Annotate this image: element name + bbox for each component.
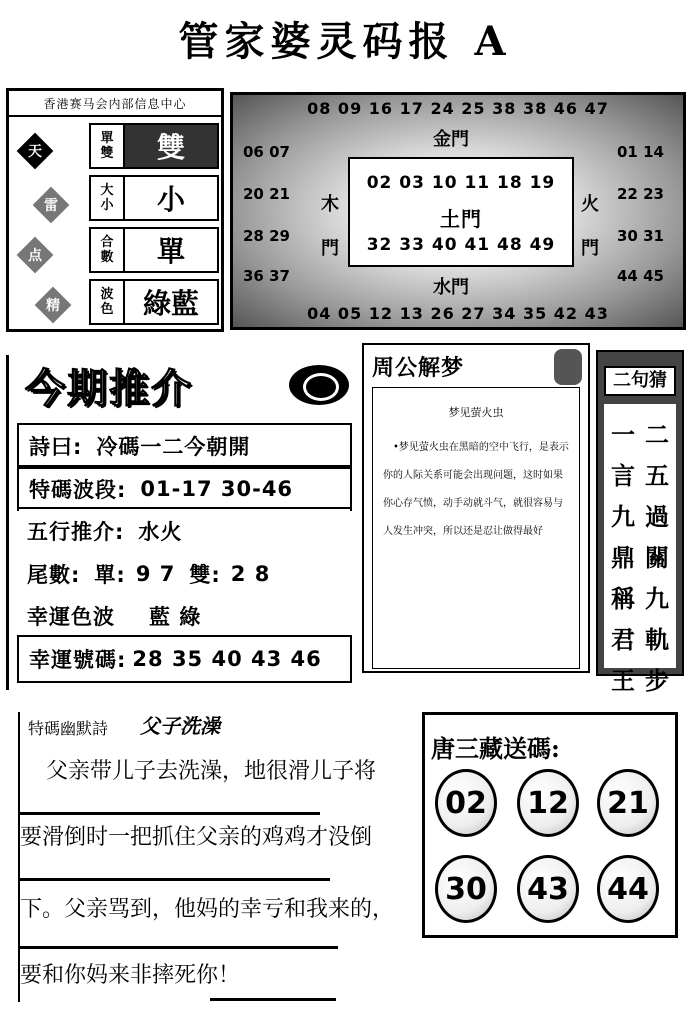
number-ball: 44 (597, 855, 659, 923)
poem-line: 詩曰: 冷碼一二今朝開 (17, 423, 352, 469)
riddle-title: 二句猜 (604, 366, 676, 396)
deco-diamond: 天 (17, 133, 53, 169)
right-numbers: 22 23 (617, 185, 664, 203)
poem-text-line: 要和你妈来非摔死你！ (20, 963, 241, 988)
info-panel (6, 88, 224, 332)
left-numbers: 36 37 (243, 267, 290, 285)
right-numbers: 01 14 (617, 143, 664, 161)
five-gates-panel (230, 92, 686, 330)
divider (20, 946, 338, 949)
bottom-numbers: 04 05 12 13 26 27 34 35 42 43 (307, 304, 609, 323)
center-bottom-numbers: 32 33 40 41 48 49 (366, 235, 556, 255)
left-numbers: 28 29 (243, 227, 290, 245)
lucky-number-line: 幸運號碼: 28 35 40 43 46 (17, 635, 352, 683)
riddle-content (604, 404, 676, 695)
left-numbers: 20 21 (243, 185, 290, 203)
riddle-section (596, 350, 684, 695)
fire-gate-label: 火門 (581, 194, 599, 259)
logo-icon (289, 365, 349, 405)
gold-gate-label: 金門 (433, 129, 469, 150)
humor-poem-title: 父子洗澡 (140, 714, 220, 738)
divider (20, 878, 330, 881)
number-ball: 43 (517, 855, 579, 923)
big-small-value: 小 (156, 183, 185, 216)
tang-numbers-section (422, 712, 678, 938)
big-small-row: 大 小 小 (89, 175, 219, 221)
poem-text-line: 父亲带儿子去洗澡，地很滑儿子将 (46, 759, 377, 784)
divider (210, 998, 336, 1001)
lucky-color-line: 幸運色波 藍 綠 (27, 605, 202, 629)
wuxing-line: 五行推介: 水火 (17, 507, 352, 553)
riddle-line-left: 一言九鼎稱君王 (611, 420, 635, 695)
sum-row: 合 數 單 (89, 227, 219, 273)
number-ball: 02 (435, 769, 497, 837)
dream-body: •梦见萤火虫在黑暗的空中飞行，是表示你的人际关系可能会出现问题，这时如果你心存气愤，动手动就斗气，就很容易与人发生冲突，所以还是忍让做得最好 (383, 442, 569, 537)
tang-title: 唐三藏送碼: (431, 734, 560, 763)
poem-text-line: 下。父亲骂到，他妈的幸亏和我来的， (20, 897, 395, 922)
dream-subtitle: 梦见萤火虫 (448, 406, 504, 419)
wave-color-value: 綠藍 (142, 287, 199, 320)
earth-gate-box (348, 157, 574, 267)
humor-poem-header: 特碼幽默詩 (28, 719, 109, 738)
center-top-numbers: 02 03 10 11 18 19 (366, 173, 556, 193)
number-ball: 30 (435, 855, 497, 923)
deco-diamond: 点 (17, 237, 53, 273)
wood-gate-label: 木門 (321, 194, 339, 259)
wave-range-line: 特碼波段: 01-17 30-46 (17, 465, 352, 511)
divider (20, 812, 320, 815)
recommend-title: 今期推介 (25, 365, 193, 412)
dream-section (362, 343, 590, 673)
number-ball: 21 (597, 769, 659, 837)
sum-value: 單 (156, 235, 185, 268)
top-numbers: 08 09 16 17 24 25 38 38 46 47 (307, 99, 609, 118)
right-numbers: 30 31 (617, 227, 664, 245)
dream-title: 周公解梦 (372, 356, 465, 381)
right-numbers: 44 45 (617, 267, 664, 285)
earth-gate-label: 土門 (440, 207, 482, 231)
odd-even-row: 單 雙 雙 (89, 123, 219, 169)
tail-line: 尾數: 單: 9 7 雙: 2 8 (27, 562, 271, 587)
recommend-section (6, 355, 351, 690)
wave-color-row: 波 色 綠藍 (89, 279, 219, 325)
water-gate-label: 水門 (433, 277, 469, 298)
deco-diamond: 雷 (33, 187, 69, 223)
number-ball: 12 (517, 769, 579, 837)
left-numbers: 06 07 (243, 143, 290, 161)
riddle-line-right: 二五過關九軌步 (645, 420, 669, 695)
dream-content (372, 387, 580, 669)
deco-diamond: 精 (35, 287, 71, 323)
poem-text-line: 要滑倒时一把抓住父亲的鸡鸡才没倒 (20, 825, 373, 850)
odd-even-value: 雙 (125, 125, 217, 167)
figure-icon (554, 349, 582, 385)
humor-poem-section (18, 712, 395, 1002)
page-title: 管家婆灵码报 A (178, 18, 512, 65)
info-panel-header: 香港赛马会内部信息中心 (9, 91, 221, 117)
